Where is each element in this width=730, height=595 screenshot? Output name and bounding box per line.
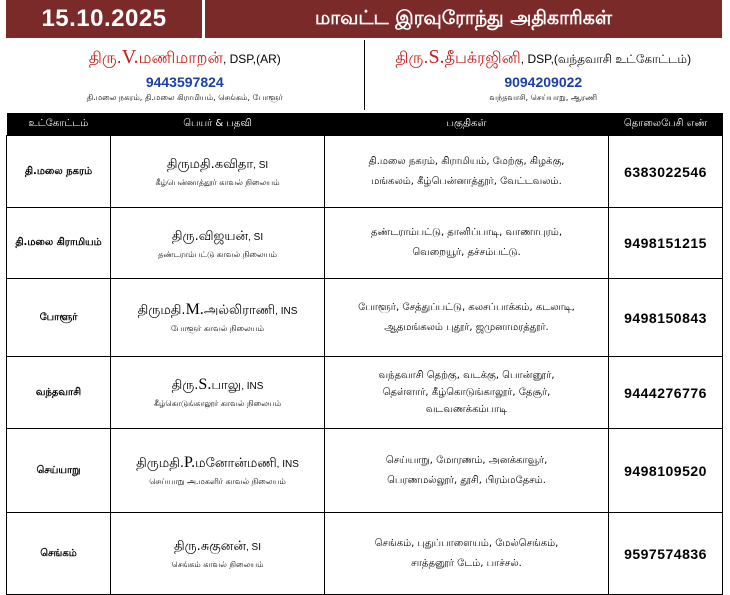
row-officer-name bbox=[115, 155, 320, 173]
row-station: தண்டராம்பட்டு காவல் நிலையம் bbox=[158, 249, 277, 259]
row-name: மனோன்மணி bbox=[195, 456, 277, 471]
area-line: போளூர், சேத்துப்பட்டு, கலசப்பாக்கம், கடலாடி, bbox=[358, 301, 575, 313]
row-station: கீழ்கொடுங்காலூர் காவல் நிலையம் bbox=[153, 399, 282, 408]
division-cell: தி.மலை கிராமியம் bbox=[7, 208, 111, 279]
officer-phone: 9094209022 bbox=[504, 74, 583, 90]
area-line: பெரணமல்லூர், தூசி, பிரம்மதேசம். bbox=[387, 474, 546, 486]
area-line: செங்கம், புதுப்பாளையம், மேல்செங்கம், bbox=[374, 537, 559, 549]
phone-cell: 9498109520 bbox=[609, 429, 723, 513]
officer-prefix: திரு. bbox=[88, 48, 122, 67]
table-row bbox=[7, 136, 723, 208]
patrol-table bbox=[6, 113, 723, 595]
row-officer-name bbox=[115, 301, 320, 319]
row-rank: , SI bbox=[248, 231, 264, 243]
row-officer-name bbox=[115, 376, 320, 394]
division-cell: செங்கம் bbox=[7, 513, 111, 595]
areas-cell bbox=[325, 357, 609, 429]
row-prefix: திருமதி. bbox=[166, 157, 215, 172]
row-station: செங்கம் காவல் நிலையம் bbox=[171, 560, 264, 569]
row-name: சுகுனன் bbox=[200, 539, 246, 554]
row-initial: P. bbox=[184, 454, 196, 471]
area-line: சாத்தனூர் டேம், பாச்சல். bbox=[411, 557, 522, 569]
area-line: தெள்ளார், கீழ்கொடுங்காலூர், தேசூர், bbox=[382, 387, 551, 398]
row-officer-name bbox=[115, 454, 320, 472]
area-line: ஆதமங்கலம் புதூர், ஜமுனாமரத்தூர். bbox=[384, 321, 549, 333]
areas-cell bbox=[325, 513, 609, 595]
officer-name-text: மணிமாறன் bbox=[138, 48, 223, 67]
phone-cell: 9597574836 bbox=[609, 513, 723, 595]
area-line: வந்தவாசி தெற்கு, வடக்கு, பொன்னூர், bbox=[378, 370, 555, 381]
table-row bbox=[7, 357, 723, 429]
officer-rank: , DSP,(AR) bbox=[222, 52, 281, 66]
row-station: போளூர் காவல் நிலையம் bbox=[170, 324, 265, 333]
officer-area: வந்தவாசி, செய்யாறு, ஆரணி bbox=[489, 93, 598, 102]
officer-name bbox=[365, 46, 723, 69]
row-rank: , SI bbox=[246, 542, 262, 553]
table-row bbox=[7, 429, 723, 513]
officer-prefix: திரு. bbox=[395, 48, 429, 67]
row-prefix: திருமதி. bbox=[137, 303, 186, 318]
areas-cell bbox=[325, 136, 609, 208]
officer-cell bbox=[111, 136, 325, 208]
row-name: கவிதா bbox=[214, 157, 254, 172]
officer-cell bbox=[111, 279, 325, 357]
officer-name bbox=[6, 46, 364, 69]
col-header-division: உட்கோட்டம் bbox=[7, 113, 111, 136]
col-header-phone: தொலைபேசி எண் bbox=[609, 113, 723, 136]
row-station: கீழ்பென்னாத்தூர் காவல் நிலையம் bbox=[155, 178, 280, 187]
col-header-name: பெயர் & பதவி bbox=[111, 113, 325, 136]
col-header-areas: பகுதிகள் bbox=[325, 113, 609, 136]
table-header-row bbox=[7, 113, 723, 136]
table-row bbox=[7, 208, 723, 279]
area-line: தி.மலை நகரம், கிராமியம், மேற்கு, கிழக்கு, bbox=[368, 155, 565, 167]
row-initial: S. bbox=[198, 376, 212, 393]
title-bar bbox=[6, 0, 722, 38]
row-name: அல்லிராணி bbox=[203, 303, 276, 318]
area-line: வெறையூர், தச்சம்பட்டு. bbox=[412, 247, 521, 258]
division-cell: தி.மலை நகரம் bbox=[7, 136, 111, 208]
officer-cell bbox=[111, 208, 325, 279]
officer-card-1 bbox=[6, 40, 364, 110]
row-name: பாலு bbox=[211, 378, 242, 393]
area-line: மங்கலம், கீழ்பென்னாத்தூர், வேட்டவலம். bbox=[371, 175, 562, 187]
phone-cell: 9444276776 bbox=[609, 357, 723, 429]
row-initial: M. bbox=[185, 301, 204, 318]
row-rank: , INS bbox=[241, 381, 264, 392]
officer-initial: S. bbox=[428, 46, 445, 68]
page-title: மாவட்ட இரவுரோந்து அதிகாரிகள் bbox=[315, 6, 612, 29]
district-officers bbox=[6, 40, 722, 110]
officer-cell bbox=[111, 357, 325, 429]
row-station: செய்யாறு அ.மகளிர் காவல் நிலையம் bbox=[149, 477, 286, 486]
row-prefix: திரு. bbox=[173, 539, 201, 554]
division-cell: வந்தவாசி bbox=[7, 357, 111, 429]
officer-rank: , DSP,(வந்தவாசி உட்கோட்டம்) bbox=[520, 52, 692, 66]
row-officer-name bbox=[115, 537, 320, 555]
area-line: செய்யாறு, மோரணம், அனக்காவூர், bbox=[385, 454, 548, 466]
officer-name-text: தீபக்ரஜினி bbox=[444, 48, 521, 67]
areas-cell bbox=[325, 208, 609, 279]
area-line: வடவணக்கம்பாடி bbox=[425, 404, 508, 415]
officer-cell bbox=[111, 513, 325, 595]
row-prefix: திருமதி. bbox=[136, 456, 185, 471]
areas-cell bbox=[325, 429, 609, 513]
area-line: தண்டராம்பட்டு, தானிப்பாடி, வாணாபுரம், bbox=[370, 227, 563, 238]
phone-cell: 9498150843 bbox=[609, 279, 723, 357]
table-row bbox=[7, 513, 723, 595]
officer-cell bbox=[111, 429, 325, 513]
row-rank: , INS bbox=[275, 306, 298, 317]
officer-phone: 9443597824 bbox=[145, 74, 224, 90]
areas-cell bbox=[325, 279, 609, 357]
division-cell: செய்யாறு bbox=[7, 429, 111, 513]
officer-card-2 bbox=[364, 40, 723, 110]
date-label: 15.10.2025 bbox=[41, 5, 167, 32]
division-cell: போளூர் bbox=[7, 279, 111, 357]
table-row bbox=[7, 279, 723, 357]
phone-cell: 6383022546 bbox=[609, 136, 723, 208]
row-rank: , SI bbox=[253, 160, 269, 171]
officer-initial: V. bbox=[121, 46, 139, 68]
row-name: விஜயன் bbox=[198, 228, 249, 244]
phone-cell: 9498151215 bbox=[609, 208, 723, 279]
row-officer-name bbox=[115, 227, 320, 245]
row-rank: , INS bbox=[276, 459, 299, 470]
row-prefix: திரு. bbox=[171, 378, 199, 393]
officer-area: தி.மலை நகரம், தி.மலை கிராமியம், செங்கம், போளூர் bbox=[86, 93, 283, 102]
row-prefix: திரு. bbox=[171, 228, 199, 244]
